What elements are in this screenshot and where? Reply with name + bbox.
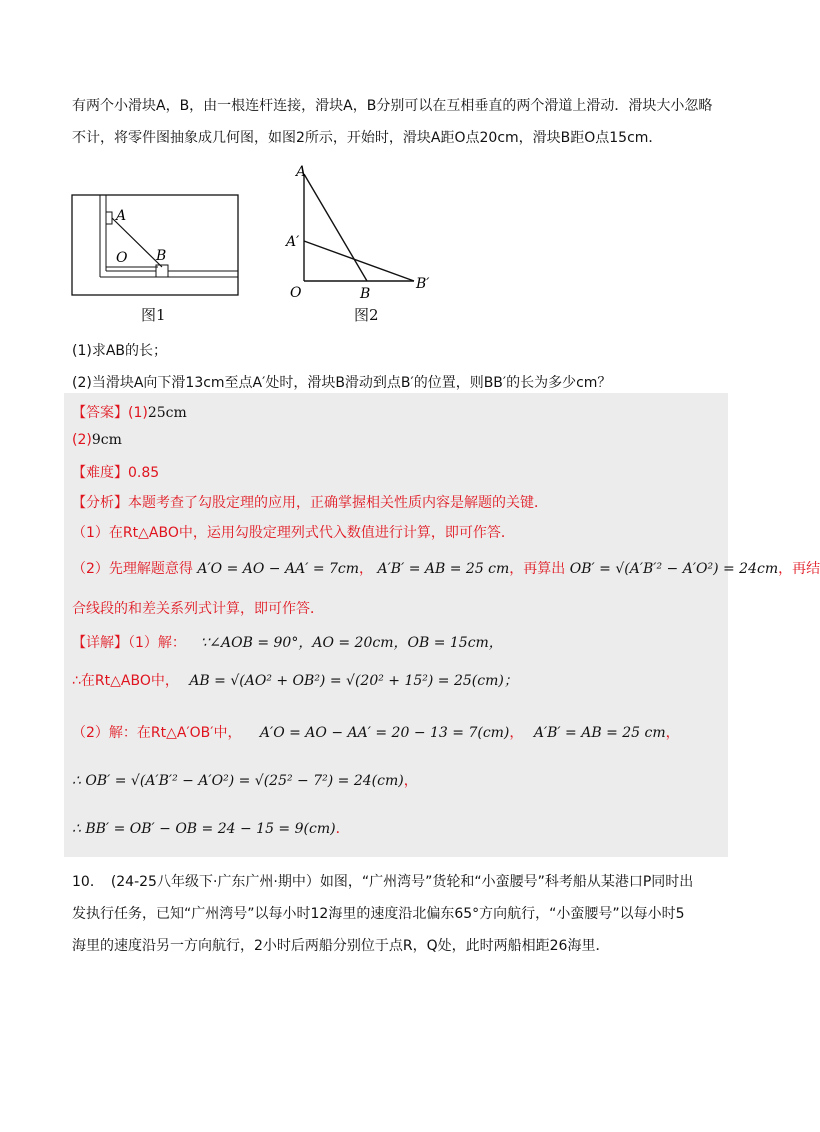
detail-step-3-math-2: A′B′ = AB = 25 cm xyxy=(533,725,666,741)
detail-step-3: （2）解：在Rt△A′OB′中， A′O = AO − AA′ = 20 − 13 = 7(cm)， A′B′ = AB = 25 cm， xyxy=(72,725,680,741)
difficulty-value: 0.85 xyxy=(128,465,160,481)
answer-tag: 【答案】 xyxy=(72,405,128,421)
problem-10-line-3: 海里的速度沿另一方向航行，2小时后两船分别位于点R，Q处，此时两船相距26海里． xyxy=(72,938,610,954)
analysis-line xyxy=(72,492,548,512)
analysis-p2-a: （2）先理解题意得 xyxy=(72,561,193,577)
answer-2-prefix: (2) xyxy=(72,432,92,448)
fig1-label-a: A xyxy=(116,208,127,224)
detail-step-2 xyxy=(72,670,518,690)
problem-10-line-1: 10． (24-25八年级下·广东广州·期中）如图，“广州湾号”货轮和“小蛮腰号”科考船从某港口P同时出 xyxy=(72,874,694,890)
detail-step-1-label: （1）解： xyxy=(128,635,186,651)
difficulty-tag: 【难度】 xyxy=(72,465,128,481)
detail-tag: 【详解】 xyxy=(72,635,128,651)
figure-1-caption: 图1 xyxy=(141,306,166,324)
answer-2-value: 9cm xyxy=(91,432,122,448)
figure-2-caption: 图2 xyxy=(354,306,379,324)
analysis-formula-1: A′O = AO − AA′ = 7cm xyxy=(197,561,360,577)
analysis-p2-c: ，再结 xyxy=(778,561,820,577)
detail-step-4: ∴ OB′ = √(A′B′² − A′O²) = √(25² − 7²) = 24(cm)， xyxy=(72,773,418,789)
fig2-label-o: O xyxy=(290,285,302,301)
analysis-p2-b: ，再算出 xyxy=(509,561,566,577)
fig2-label-a-prime: A′ xyxy=(286,234,300,250)
detail-step-2-label: ∴在Rt△ABO中， xyxy=(72,673,179,689)
answer-line-2 xyxy=(72,432,122,448)
fig2-label-b-prime: B′ xyxy=(416,276,430,292)
answer-1-prefix: (1) xyxy=(128,405,148,421)
figure-2 xyxy=(282,160,442,300)
analysis-p1: （1）在Rt△ABO中，运用勾股定理列式代入数值进行计算，即可作答． xyxy=(72,525,515,541)
analysis-p3: 合线段的和差关系列式计算，即可作答． xyxy=(72,601,324,617)
intro-line-2: 不计，将零件图抽象成几何图，如图2所示，开始时，滑块A距O点20cm，滑块B距O点15cm． xyxy=(72,130,663,146)
intro-line-1: 有两个小滑块A，B，由一根连杆连接，滑块A，B分别可以在互相垂直的两个滑道上滑动．滑块大小忽略 xyxy=(72,98,713,114)
detail-step-5: ∴ BB′ = OB′ − OB = 24 − 15 = 9(cm)． xyxy=(72,821,350,837)
fig1-label-b: B xyxy=(156,248,167,264)
fig1-label-o: O xyxy=(116,250,128,266)
detail-step-1-math: ∵∠AOB = 90°，AO = 20cm，OB = 15cm， xyxy=(200,635,503,651)
problem-10 xyxy=(72,868,732,960)
question-2: (2)当滑块A向下滑13cm至点A′处时，滑块B滑动到点B′的位置，则BB′的长为多少cm？ xyxy=(72,375,612,391)
fig2-label-b: B xyxy=(360,286,371,302)
analysis-text: 本题考查了勾股定理的应用，正确掌握相关性质内容是解题的关键． xyxy=(128,495,548,511)
intro-text xyxy=(72,92,732,152)
analysis-formula-3: OB′ = √(A′B′² − A′O²) = 24cm xyxy=(569,561,779,577)
analysis-formula-2: A′B′ = AB = 25 cm xyxy=(377,561,510,577)
question-1: (1)求AB的长； xyxy=(72,343,168,359)
detail-step-1 xyxy=(72,632,503,652)
fig2-label-a: A xyxy=(296,164,307,180)
detail-step-3-label: （2）解：在Rt△A′OB′中， xyxy=(72,725,242,741)
detail-step-4-math: ∴ OB′ = √(A′B′² − A′O²) = √(25² − 7²) = 24(cm) xyxy=(72,773,404,789)
answer-line-1 xyxy=(72,402,187,422)
figure-1 xyxy=(70,190,242,300)
problem-10-line-2: 发执行任务，已知“广州湾号”以每小时12海里的速度沿北偏东65°方向航行，“小蛮腰号”以每小时5 xyxy=(72,906,685,922)
detail-step-5-math: ∴ BB′ = OB′ − OB = 24 − 15 = 9(cm) xyxy=(72,821,336,837)
difficulty-line xyxy=(72,462,159,482)
detail-step-2-math: AB = √(AO² + OB²) = √(20² + 15²) = 25(cm)； xyxy=(189,673,518,689)
analysis-p2: （2）先理解题意得 A′O = AO − AA′ = 7cm， A′B′ = AB = 25 cm，再算出 OB′ = √(A′B′² − A′O²) = 24cm，再结 xyxy=(72,561,820,577)
detail-step-3-math-1: A′O = AO − AA′ = 20 − 13 = 7(cm) xyxy=(259,725,510,741)
answer-1-value: 25cm xyxy=(147,405,187,421)
analysis-tag: 【分析】 xyxy=(72,495,128,511)
